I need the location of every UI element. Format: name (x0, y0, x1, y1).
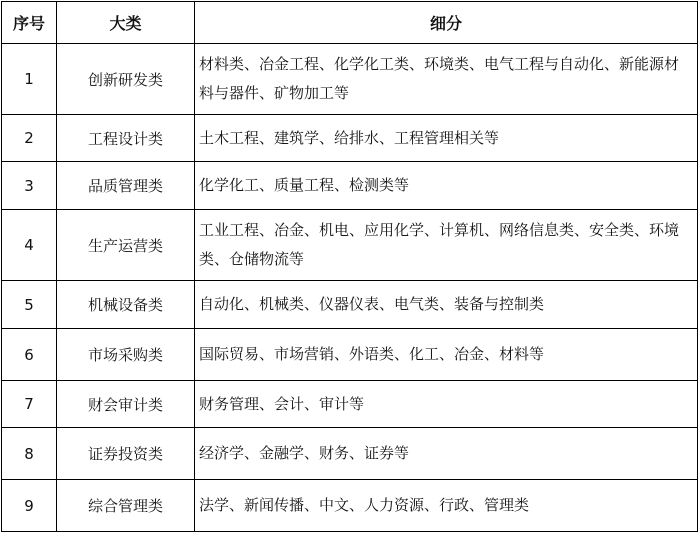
header-no: 序号 (2, 2, 57, 44)
row-detail: 国际贸易、市场营销、外语类、化工、冶金、材料等 (195, 329, 698, 381)
table-row (2, 381, 698, 428)
row-detail: 法学、新闻传播、中文、人力资源、行政、管理类 (195, 480, 698, 532)
row-number: 3 (2, 162, 57, 210)
row-number: 7 (2, 381, 57, 428)
table-row (2, 480, 698, 532)
row-category: 证券投资类 (57, 428, 195, 480)
row-category: 财会审计类 (57, 381, 195, 428)
row-category: 工程设计类 (57, 115, 195, 162)
majors-table (1, 1, 698, 532)
row-detail: 财务管理、会计、审计等 (195, 381, 698, 428)
row-category: 机械设备类 (57, 281, 195, 329)
table-row (2, 44, 698, 115)
row-number: 5 (2, 281, 57, 329)
table-row (2, 210, 698, 281)
row-detail: 化学化工、质量工程、检测类等 (195, 162, 698, 210)
header-category: 大类 (57, 2, 195, 44)
row-detail: 经济学、金融学、财务、证券等 (195, 428, 698, 480)
row-category: 市场采购类 (57, 329, 195, 381)
row-number: 6 (2, 329, 57, 381)
row-number: 1 (2, 44, 57, 115)
row-category: 品质管理类 (57, 162, 195, 210)
header-row (2, 2, 698, 44)
row-detail: 工业工程、冶金、机电、应用化学、计算机、网络信息类、安全类、环境类、仓储物流等 (195, 210, 698, 281)
table-row (2, 281, 698, 329)
header-detail: 细分 (195, 2, 698, 44)
row-number: 9 (2, 480, 57, 532)
row-category: 创新研发类 (57, 44, 195, 115)
row-category: 综合管理类 (57, 480, 195, 532)
table-row (2, 428, 698, 480)
row-detail: 自动化、机械类、仪器仪表、电气类、装备与控制类 (195, 281, 698, 329)
row-number: 2 (2, 115, 57, 162)
row-number: 8 (2, 428, 57, 480)
table-row (2, 329, 698, 381)
table-row (2, 115, 698, 162)
row-detail: 土木工程、建筑学、给排水、工程管理相关等 (195, 115, 698, 162)
row-number: 4 (2, 210, 57, 281)
row-detail: 材料类、冶金工程、化学化工类、环境类、电气工程与自动化、新能源材料与器件、矿物加工等 (195, 44, 698, 115)
row-category: 生产运营类 (57, 210, 195, 281)
table-row (2, 162, 698, 210)
